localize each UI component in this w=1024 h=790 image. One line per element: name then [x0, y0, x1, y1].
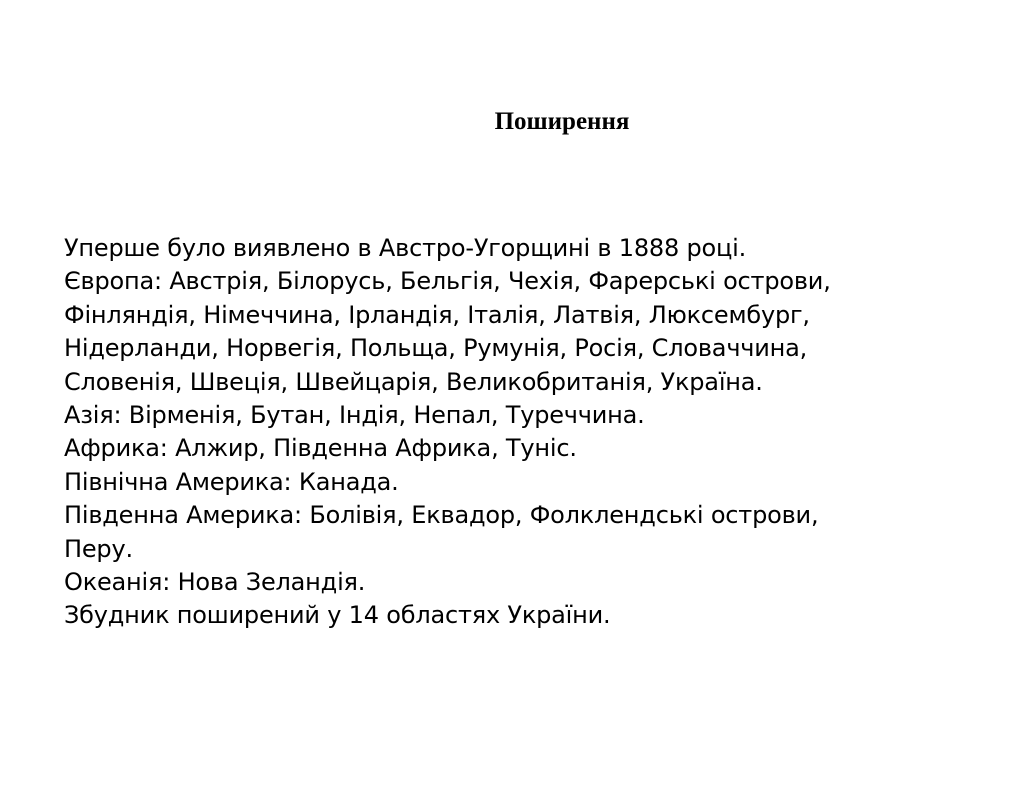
slide-body — [64, 232, 994, 633]
europe-line-2: Фінляндія, Німеччина, Ірландія, Італія, Латвія, Люксембург, — [64, 300, 810, 329]
oceania-line: Океанія: Нова Зеландія. — [64, 568, 366, 597]
africa-line: Африка: Алжир, Південна Африка, Туніс. — [64, 434, 577, 463]
europe-line-4: Словенія, Швеція, Швейцарія, Великобританія, Україна. — [64, 367, 763, 396]
slide-title: Поширення — [494, 108, 630, 135]
south-america-line-1: Південна Америка: Болівія, Еквадор, Фолклендські острови, — [64, 501, 819, 530]
south-america-line-2: Перу. — [64, 534, 133, 563]
europe-line-1: Європа: Австрія, Білорусь, Бельгія, Чехія, Фарерські острови, — [64, 267, 831, 296]
europe-line-3: Нідерланди, Норвегія, Польща, Румунія, Росія, Словаччина, — [64, 334, 808, 363]
intro-line: Уперше було виявлено в Австро-Угорщині в 1888 році. — [64, 234, 747, 262]
ukraine-line: Збудник поширений у 14 областях України. — [64, 601, 611, 630]
north-america-line: Північна Америка: Канада. — [64, 467, 399, 496]
asia-line: Азія: Вірменія, Бутан, Індія, Непал, Туреччина. — [64, 401, 645, 430]
